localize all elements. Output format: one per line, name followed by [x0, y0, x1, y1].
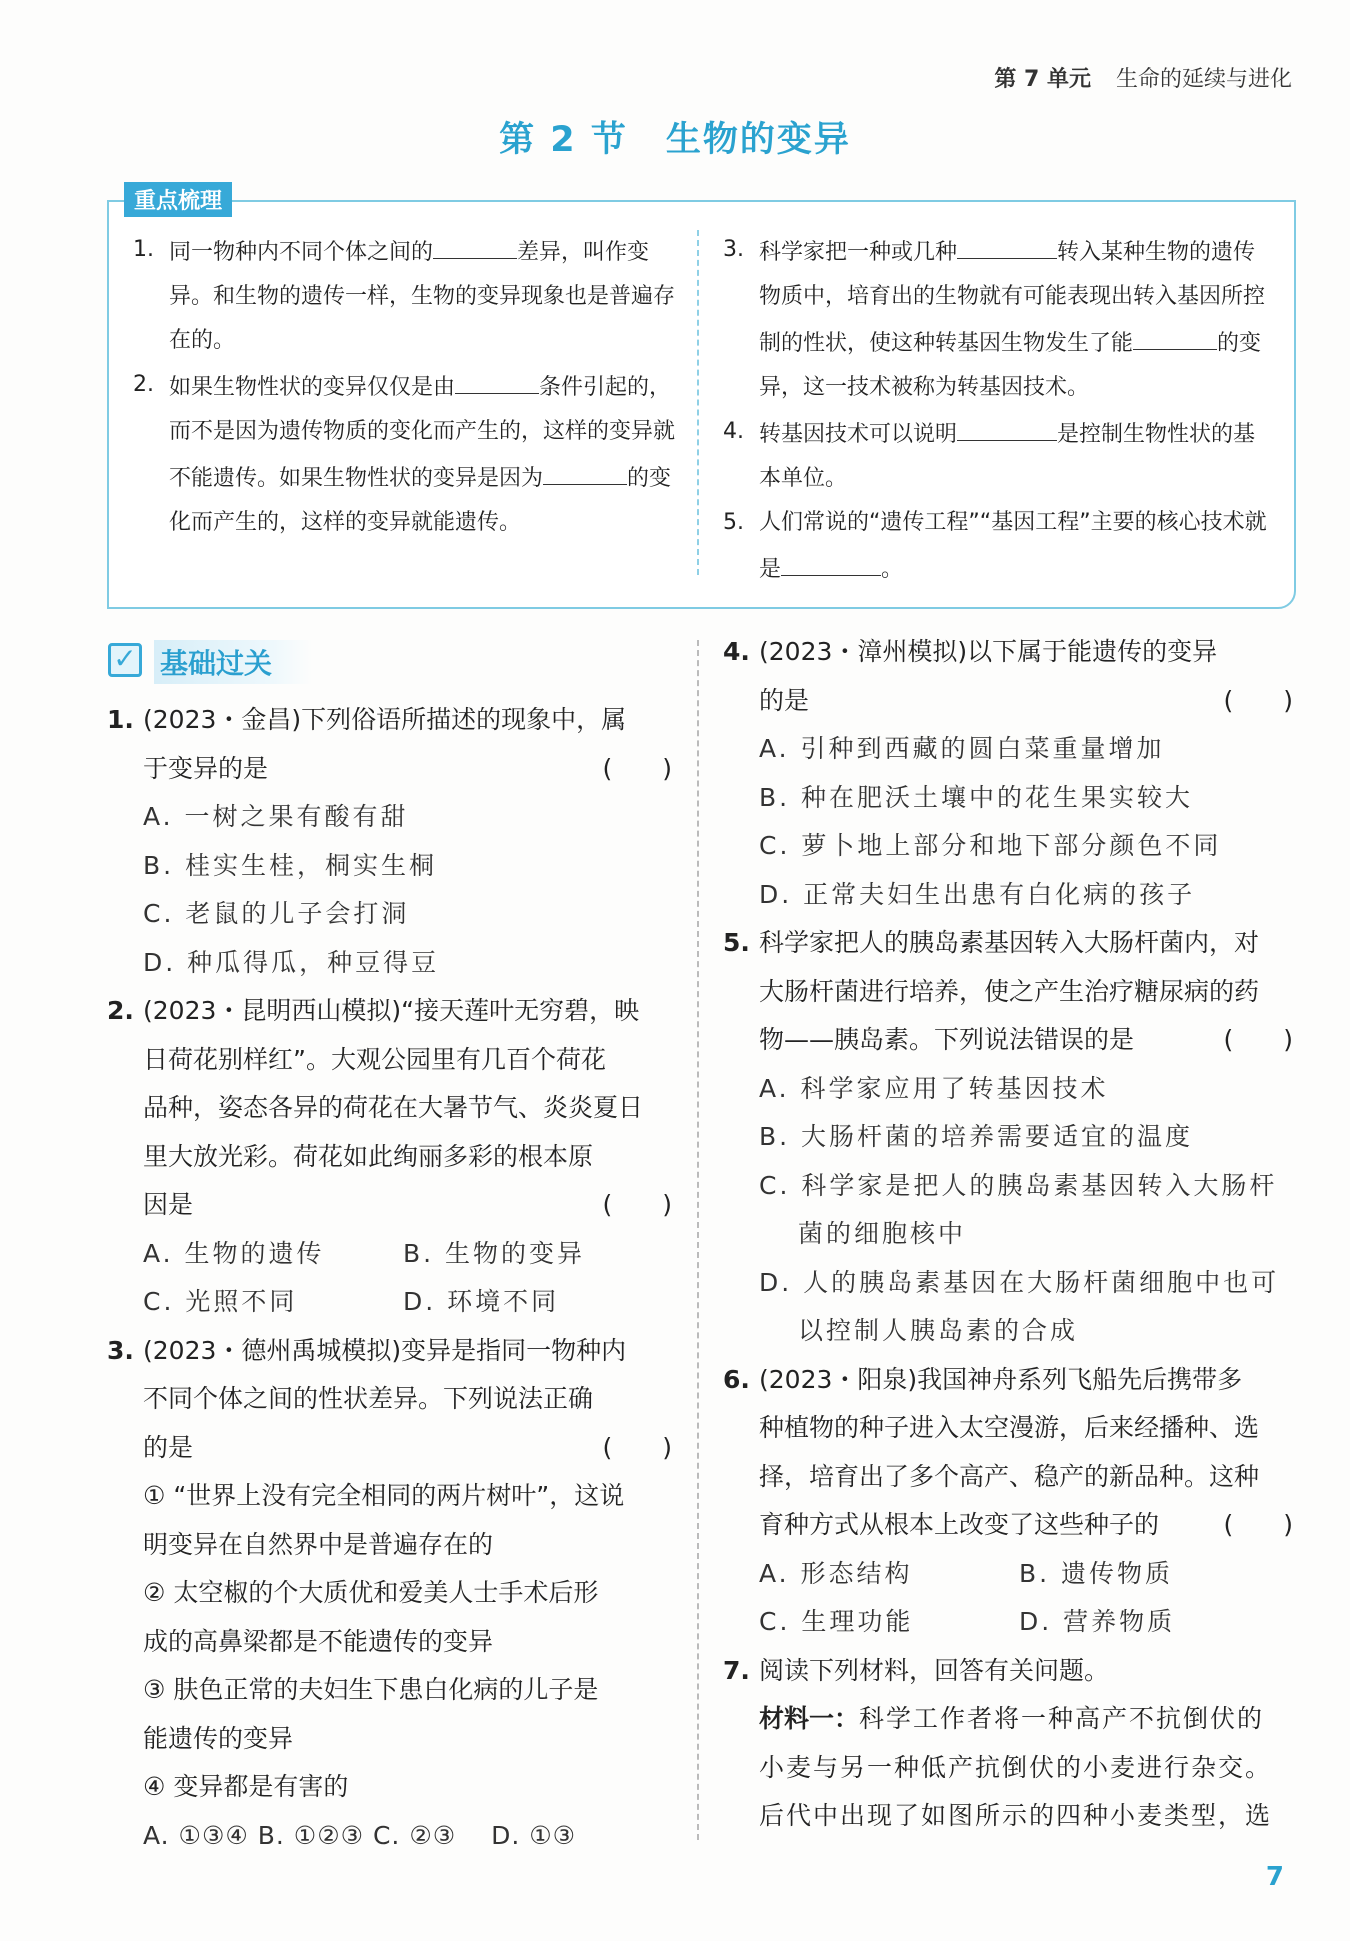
fill-blank[interactable]	[957, 228, 1057, 259]
option[interactable]: C. 老鼠的儿子会打洞	[143, 899, 410, 928]
check-icon: ✓	[108, 643, 142, 677]
option[interactable]: C. 光照不同	[143, 1287, 298, 1316]
option-row	[723, 1550, 1293, 1599]
column-divider	[697, 640, 699, 1840]
question-4: 4. (2023・漳州模拟)以下属于能遗传的变异 的是 ( )	[723, 628, 1293, 725]
key-point-2: 2. 如果生物性状的变异仅仅是由 条件引起的，而不是因为遗传物质的变化而产生的，这样的变异就不能遗传。如果生物性状的变异是因为 的变化而产生的，这样的变异就能遗传。	[133, 363, 678, 545]
fill-blank[interactable]	[781, 545, 881, 576]
key-point-1: 1. 同一物种内不同个体之间的 差异，叫作变异。和生物的遗传一样，生物的变异现象也是普遍存在的。	[133, 228, 678, 363]
option[interactable]: B. 生物的变异	[403, 1238, 586, 1268]
statement: ② 太空椒的个大质优和爱美人士手术后形	[143, 1578, 599, 1607]
unit-title: 生命的延续与进化	[1115, 67, 1292, 92]
option[interactable]: A. 科学家应用了转基因技术	[759, 1073, 1109, 1103]
statement: 能遗传的变异	[143, 1723, 294, 1753]
material-line: 小麦与另一种低产抗倒伏的小麦进行杂交。	[759, 1752, 1273, 1782]
option[interactable]: B. 遗传物质	[1019, 1558, 1174, 1588]
questions-right-column	[723, 628, 1293, 1841]
option-row	[107, 1278, 672, 1327]
option[interactable]: B. 桂实生桂，桐实生桐	[143, 850, 438, 880]
key-point-4: 4. 转基因技术可以说明 是控制生物性状的基本单位。	[723, 410, 1268, 501]
key-point-3: 3. 科学家把一种或几种 转入某种生物的遗传物质中，培育出的生物就有可能表现出转入基因所控制的性状，使这种转基因生物发生了能 的变异，这一技术被称为转基因技术。	[723, 228, 1268, 410]
options-line[interactable]: A. ①③④ B. ①②③ C. ②③ D. ①③	[143, 1820, 577, 1850]
fill-blank[interactable]	[455, 363, 539, 394]
statement: 成的高鼻梁都是不能遗传的变异	[143, 1626, 494, 1656]
question-7: 7. 阅读下列材料，回答有关问题。	[723, 1655, 1110, 1685]
material-line: 后代中出现了如图所示的四种小麦类型，选	[759, 1801, 1273, 1830]
question-6: 6. (2023・阳泉)我国神舟系列飞船先后携带多 种植物的种子进入太空漫游，后来经播种、选 择，培育出了多个高产、稳产的新品种。这种 育种方式从根本上改变了这些种子的 ( )	[723, 1356, 1293, 1550]
key-point-5: 5. 人们常说的“遗传工程”“基因工程”主要的核心技术就是 。	[723, 510, 1267, 582]
answer-paren[interactable]: ( )	[1223, 685, 1293, 715]
statement: ① “世界上没有完全相同的两片树叶”，这说	[143, 1481, 625, 1510]
option[interactable]: B. 大肠杆菌的培养需要适宜的温度	[759, 1122, 1194, 1151]
key-points-divider	[697, 230, 699, 575]
section-name: 生物的变异	[665, 120, 851, 160]
basics-title: 基础过关	[154, 640, 312, 684]
fill-blank[interactable]	[433, 228, 517, 259]
option[interactable]: D. 营养物质	[1019, 1607, 1176, 1636]
fill-blank[interactable]	[1133, 319, 1217, 350]
material-label: 材料一：	[759, 1704, 860, 1733]
option-row	[723, 1598, 1293, 1647]
option[interactable]: C. 科学家是把人的胰岛素基因转入大肠杆	[759, 1170, 1278, 1200]
questions-left-column	[107, 696, 672, 1860]
question-2: 2. (2023・昆明西山模拟)“接天莲叶无穷碧，映 日荷花别样红”。大观公园里有几百个荷花 品种，姿态各异的荷花在大暑节气、炎炎夏日 里大放光彩。荷花如此绚丽多彩的根本原 因是 ( )	[107, 987, 672, 1230]
option[interactable]: A. 生物的遗传	[143, 1238, 325, 1268]
fill-blank[interactable]	[957, 410, 1057, 441]
unit-label: 第 7 单元	[994, 67, 1091, 92]
key-points-right-column	[723, 228, 1268, 592]
question-3: 3. (2023・德州禹城模拟)变异是指同一物种内 不同个体之间的性状差异。下列说法正确 的是 ( )	[107, 1327, 672, 1473]
option[interactable]: D. 人的胰岛素基因在大肠杆菌细胞中也可	[759, 1267, 1280, 1297]
option[interactable]: A. 一树之果有酸有甜	[143, 802, 409, 831]
statement: ④ 变异都是有害的	[143, 1772, 349, 1801]
answer-paren[interactable]: ( )	[602, 1190, 672, 1219]
option[interactable]: A. 引种到西藏的圆白菜重量增加	[759, 734, 1165, 763]
option-row	[107, 1230, 672, 1279]
option[interactable]: D. 环境不同	[403, 1287, 560, 1316]
answer-paren[interactable]: ( )	[1223, 1510, 1293, 1539]
section-title	[0, 112, 1350, 162]
material-line: 材料一：科学工作者将一种高产不抗倒伏的	[759, 1704, 1265, 1733]
page-number: 7	[1265, 1862, 1284, 1892]
option[interactable]: C. 萝卜地上部分和地下部分颜色不同	[759, 831, 1222, 860]
statement: 明变异在自然界中是普遍存在的	[143, 1529, 494, 1559]
answer-paren[interactable]: ( )	[602, 1432, 672, 1462]
statement: ③ 肤色正常的夫妇生下患白化病的儿子是	[143, 1675, 599, 1704]
question-5: 5. 科学家把人的胰岛素基因转入大肠杆菌内，对 大肠杆菌进行培养，使之产生治疗糖尿病的药 物——胰岛素。下列说法错误的是 ( )	[723, 919, 1293, 1065]
option[interactable]: D. 种瓜得瓜，种豆得豆	[143, 947, 440, 977]
option[interactable]: D. 正常夫妇生出患有白化病的孩子	[759, 879, 1196, 909]
option[interactable]: B. 种在肥沃土壤中的花生果实较大	[759, 782, 1194, 812]
answer-paren[interactable]: ( )	[1223, 1025, 1293, 1054]
question-1: 1. (2023・金昌)下列俗语所描述的现象中，属 于变异的是 ( )	[107, 696, 672, 793]
option-continuation: 以控制人胰岛素的合成	[759, 1316, 1078, 1345]
option[interactable]: A. 形态结构	[759, 1558, 913, 1588]
page-header	[994, 62, 1292, 93]
fill-blank[interactable]	[543, 454, 627, 485]
answer-paren[interactable]: ( )	[602, 753, 672, 783]
option-continuation: 菌的细胞核中	[759, 1219, 966, 1248]
key-points-left-column	[133, 228, 678, 545]
key-points-tag: 重点梳理	[124, 182, 232, 217]
section-number: 第 2 节	[499, 120, 628, 160]
option[interactable]: C. 生理功能	[759, 1607, 914, 1636]
